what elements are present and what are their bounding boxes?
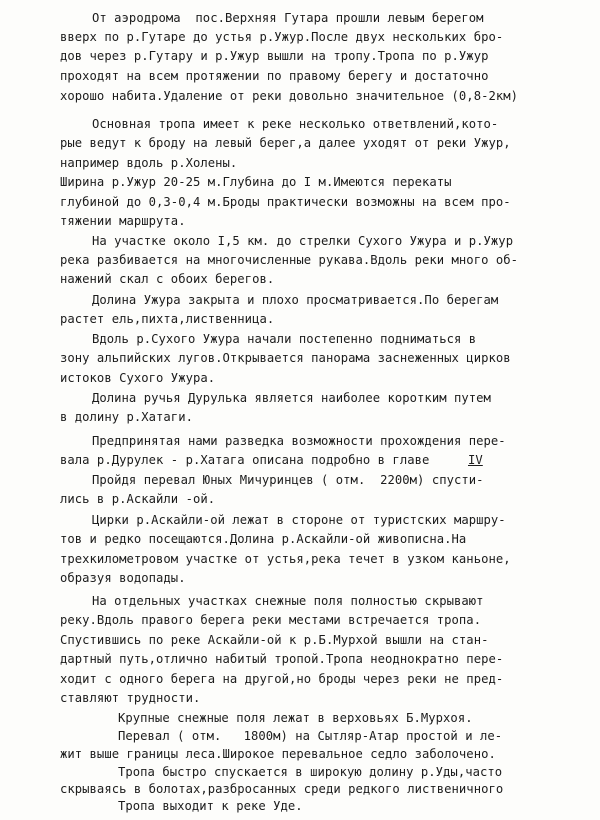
text-line: Основная тропа имеет к реке несколько ответвлений,кото- (92, 117, 499, 131)
text-line: Вдоль р.Сухого Ужура начали постепенно подниматься в (92, 332, 477, 346)
text-line: На участке около I,5 км. до стрелки Сухого Ужура и р.Ужур (92, 234, 514, 248)
text-line: например вдоль р.Холены. (60, 156, 238, 170)
text-line: зону альпийских лугов.Открывается панорама заснеженных цирков (60, 351, 511, 365)
text-line: проходят на всем протяжении по правому берегу и достаточно (60, 69, 489, 83)
text-line: Цирки р.Аскайли-ой лежат в стороне от туристских маршру- (92, 513, 506, 527)
text-line: в долину р.Хатаги. (60, 410, 193, 424)
text-line: Перевал ( отм. 1800м) на Сытляр-Атар простой и ле- (118, 729, 503, 743)
text-line: тяжении маршрута. (60, 214, 186, 228)
text-line: Ширина р.Ужур 20-25 м.Глубина до I м.Имеются перекаты (60, 175, 452, 189)
text-line: вверх по р.Гутаре до устья р.Ужур.После двух нескольких бро- (60, 30, 504, 44)
text-line: хорошо набита.Удаление от реки довольно значительное (0,8-2км) (60, 89, 519, 103)
text-line: Долина ручья Дурулька является наиболее коротким путем (92, 391, 491, 405)
text-line: Тропа выходит к реке Уде. (118, 799, 303, 813)
text-line: лись в р.Аскайли -ой. (60, 492, 216, 506)
text-line: Спустившись по реке Аскайли-ой к р.Б.Мурхой вышли на стан- (60, 633, 489, 647)
text-line: Тропа быстро спускается в широкую долину р.Уды,часто (118, 765, 503, 779)
text-line: Предпринятая нами разведка возможности прохождения пере- (92, 434, 506, 448)
text-line: скрываясь в болотах,разбросанных среди редкого лиственичного (60, 782, 504, 796)
text-line: образуя водопады. (60, 571, 186, 585)
text-line: Долина Ужура закрыта и плохо просматривается.По берегам (92, 293, 499, 307)
text-line: река разбивается на многочисленные рукава.Вдоль реки много об- (60, 253, 519, 267)
text-line: Крупные снежные поля лежат в верховьях Б.Мурхоя. (118, 711, 473, 725)
text-line: реку.Вдоль правого берега реки местами встречается тропа. (60, 613, 482, 627)
text-line: трехкилометровом участке от устья,река течет в узком каньоне, (60, 552, 511, 566)
text-line: ставляют трудности. (60, 691, 201, 705)
text-line: На отдельных участках снежные поля полностью скрывают (92, 594, 484, 608)
text-line: рые ведут к броду на левый берег,а далее уходят от реки Ужур, (60, 136, 511, 150)
text-line: дартный путь,отлично набитый тропой.Тропа неоднократно пере- (60, 652, 504, 666)
text-line: Пройдя перевал Юных Мичуринцев ( отм. 2200м) спусти- (92, 473, 484, 487)
text-line: ходит с одного берега на другой,но броды через реки не пред- (60, 672, 504, 686)
text-line: растет ель,пихта,лиственница. (60, 312, 275, 326)
chapter-number: IV (468, 453, 483, 467)
text-line: жит выше границы леса.Широкое перевальное седло заболочено. (60, 747, 496, 761)
text-line: тов и редко посещаются.Долина р.Аскайли-ой живописна.На (60, 532, 467, 546)
text-line: От аэродрома пос.Верхняя Гутара прошли левым берегом (92, 11, 484, 25)
text-line: истоков Сухого Ужура. (60, 371, 216, 385)
text-line: вала р.Дурулек - р.Хатага описана подробно в главе (60, 453, 430, 467)
text-line: глубиной до 0,3-0,4 м.Броды практически возможны на всем про- (60, 195, 511, 209)
text-line: нажений скал с обоих берегов. (60, 272, 275, 286)
text-line: дов через р.Гутару и р.Ужур вышли на тропу.Тропа по р.Ужур (60, 49, 489, 63)
